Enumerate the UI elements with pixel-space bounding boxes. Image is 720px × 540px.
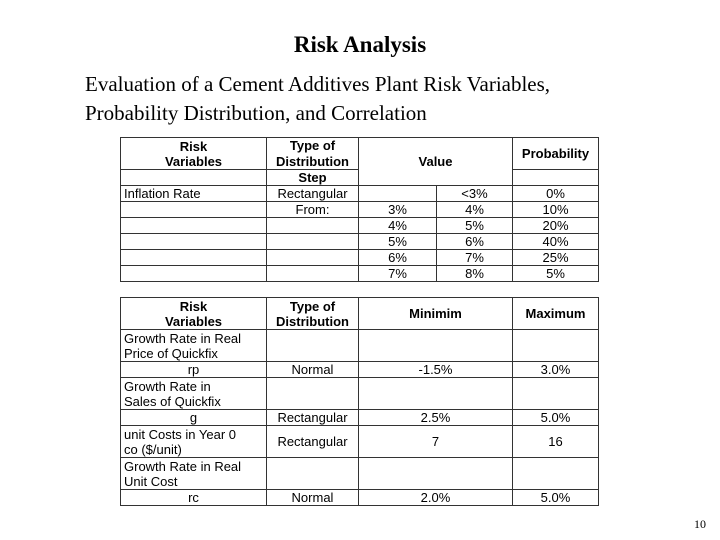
from-label: From:	[267, 202, 359, 218]
to-cell: 4%	[437, 202, 513, 218]
table-row	[121, 218, 599, 234]
max-cell: 3.0%	[513, 362, 599, 378]
prob-cell: 20%	[513, 218, 599, 234]
from-cell: 6%	[359, 250, 437, 266]
header-step: Step	[267, 170, 359, 186]
table-row	[121, 458, 599, 474]
min-cell: 2.5%	[359, 410, 513, 426]
header-blank-prob	[513, 170, 599, 186]
header-risk-variables: Risk Variables	[121, 138, 267, 170]
var-description: unit Costs in Year 0 co ($/unit)	[121, 426, 267, 458]
prob-cell: 5%	[513, 266, 599, 282]
slide-title: Risk Analysis	[293, 32, 427, 57]
var-description: Growth Rate in Sales of Quickfix	[121, 378, 267, 410]
max-cell: 16	[513, 426, 599, 458]
table-row	[121, 266, 599, 282]
header-risk-variables: Risk Variables	[121, 298, 267, 330]
header-minimim: Minimim	[359, 298, 513, 330]
risk-variables-table	[120, 297, 599, 506]
var-symbol: rc	[121, 490, 267, 506]
page-number: 10	[694, 517, 706, 531]
max-cell: 5.0%	[513, 410, 599, 426]
to-cell: 5%	[437, 218, 513, 234]
table-row	[121, 250, 599, 266]
prob-cell: 40%	[513, 234, 599, 250]
var-name: Inflation Rate	[121, 186, 267, 202]
max-cell: 5.0%	[513, 490, 599, 506]
min-cell: 7	[359, 426, 513, 458]
subtitle-line-1: Evaluation of a Cement Additives Plant Risk Variables,	[85, 72, 551, 96]
table-row	[121, 378, 599, 394]
table-row	[121, 426, 599, 442]
from-cell: 3%	[359, 202, 437, 218]
slide-subtitle	[85, 70, 705, 128]
header-probability: Probability	[513, 138, 599, 170]
to-cell: 8%	[437, 266, 513, 282]
dist-type: Rectangular	[267, 426, 359, 458]
prob-cell: 25%	[513, 250, 599, 266]
to-cell: <3%	[437, 186, 513, 202]
from-cell: 5%	[359, 234, 437, 250]
min-cell: 2.0%	[359, 490, 513, 506]
var-description: Growth Rate in Real Unit Cost	[121, 458, 267, 490]
to-cell: 7%	[437, 250, 513, 266]
header-type-of-distribution: Type of Distribution	[267, 298, 359, 330]
var-symbol: g	[121, 410, 267, 426]
from-cell: 7%	[359, 266, 437, 282]
dist-type: Rectangular	[267, 410, 359, 426]
to-cell: 6%	[437, 234, 513, 250]
table-row	[121, 202, 599, 218]
subtitle-line-2: Probability Distribution, and Correlation	[85, 101, 427, 125]
header-value: Value	[359, 138, 513, 186]
table-row	[121, 234, 599, 250]
table-row	[121, 490, 599, 506]
header-type-of: Type of	[267, 138, 359, 154]
var-description: Growth Rate in Real Price of Quickfix	[121, 330, 267, 362]
table-row	[121, 410, 599, 426]
dist-type: Normal	[267, 362, 359, 378]
inflation-rate-table	[120, 137, 599, 282]
table-row	[121, 186, 599, 202]
dist-type: Rectangular	[267, 186, 359, 202]
var-symbol: rp	[121, 362, 267, 378]
from-cell: 4%	[359, 218, 437, 234]
header-distribution: Distribution	[267, 154, 359, 170]
header-blank	[121, 170, 267, 186]
dist-type: Normal	[267, 490, 359, 506]
header-maximum: Maximum	[513, 298, 599, 330]
prob-cell: 0%	[513, 186, 599, 202]
min-cell: -1.5%	[359, 362, 513, 378]
table-row	[121, 362, 599, 378]
from-cell	[359, 186, 437, 202]
prob-cell: 10%	[513, 202, 599, 218]
table-row	[121, 330, 599, 346]
